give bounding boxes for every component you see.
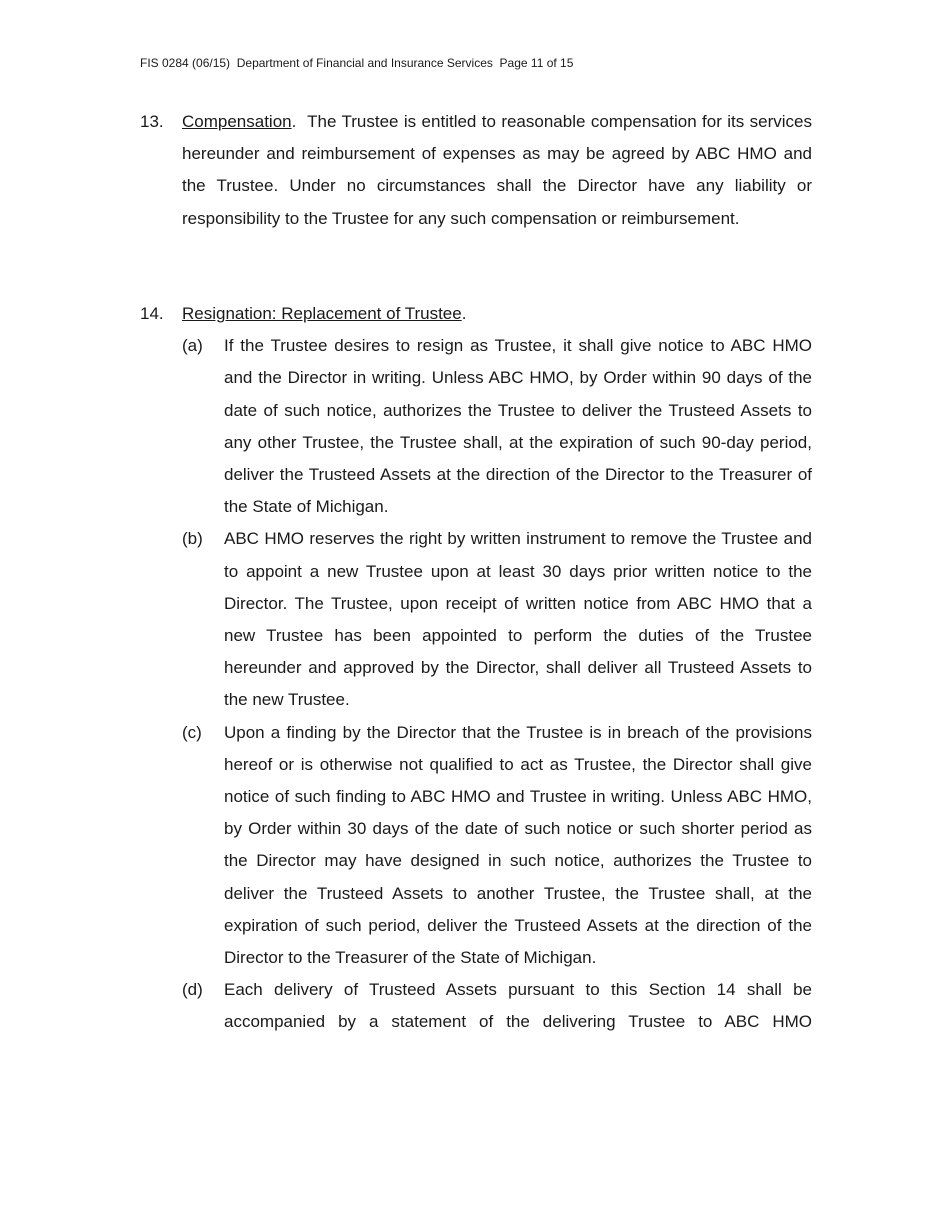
subsection-text: ABC HMO reserves the right by written instrument to remove the Trustee and to appoint a new Trustee upon at least 30 days prior written notice to the Director. The Trustee, upon receipt of written notice from ABC HMO that a new Trustee has been appointed to perform the duties of the Trustee hereunder and approved by the Director, shall deliver all Trusteed Assets to the new Trustee. bbox=[224, 529, 812, 710]
subsection-letter: (b) bbox=[182, 529, 203, 549]
subsection-a bbox=[182, 330, 812, 523]
section-body bbox=[182, 106, 812, 235]
heading-punctuation: . bbox=[461, 304, 467, 323]
page-header bbox=[140, 55, 573, 71]
section-13 bbox=[140, 106, 812, 235]
subsection-letter: (c) bbox=[182, 722, 202, 742]
section-14 bbox=[140, 298, 812, 1039]
subsection-letter: (d) bbox=[182, 980, 203, 1000]
section-heading: Compensation bbox=[182, 112, 292, 131]
subsection-text: If the Trustee desires to resign as Trustee, it shall give notice to ABC HMO and the Director in writing. Unless ABC HMO, by Order within 90 days of the date of such notice, authorizes the Trustee to deliver the Trusteed Assets to any other Trustee, the Trustee shall, at the expiration of such 90-day period, deliver the Trusteed Assets at the direction of the Director to the Treasurer of the State of Michigan. bbox=[224, 336, 812, 517]
section-number: 13. bbox=[140, 112, 164, 131]
subsection-c bbox=[182, 717, 812, 975]
subsection-d bbox=[182, 974, 812, 1038]
page-number: Page 11 of 15 bbox=[499, 56, 574, 70]
section-heading: Resignation: Replacement of Trustee bbox=[182, 304, 462, 323]
subsection-text: Upon a finding by the Director that the Trustee is in breach of the provisions hereof or is otherwise not qualified to act as Trustee, the Director shall give notice of such finding to ABC HMO and Trustee in writing. Unless ABC HMO, by Order within 30 days of the date of such notice or such shorter period as the Director may have designed in such notice, authorizes the Trustee to deliver the Trusteed Assets to another Trustee, the Trustee shall, at the expiration of such period, deliver the Trusteed Assets at the direction of the Director to the Treasurer of the State of Michigan. bbox=[224, 722, 812, 968]
subsection-b bbox=[182, 523, 812, 716]
section-body bbox=[182, 298, 812, 330]
heading-punctuation: . bbox=[291, 112, 297, 131]
department-name: Department of Financial and Insurance Services bbox=[236, 56, 493, 70]
form-id: FIS 0284 (06/15) bbox=[140, 56, 231, 70]
subsection-text: Each delivery of Trusteed Assets pursuant to this Section 14 shall be accompanied by a statement of the delivering Trustee to ABC HMO bbox=[224, 980, 812, 1032]
section-number: 14. bbox=[140, 304, 164, 323]
subsection-letter: (a) bbox=[182, 336, 203, 356]
section-text: The Trustee is entitled to reasonable compensation for its services hereunder and reimbursement of expenses as may be agreed by ABC HMO and the Trustee. Under no circumstances shall the Director have any liability or responsibility to the Trustee for any such compensation or reimbursement. bbox=[182, 112, 813, 228]
